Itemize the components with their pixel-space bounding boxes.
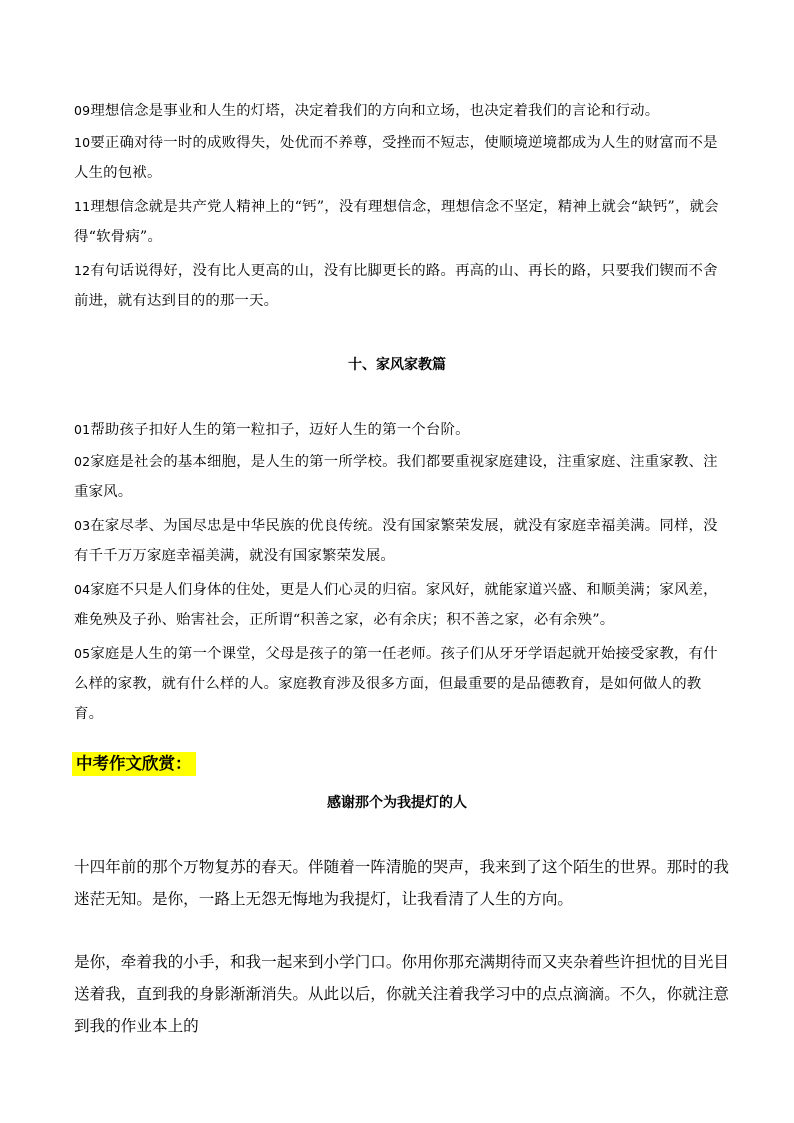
family-item-02: [74, 447, 730, 507]
item-number: 05: [74, 646, 91, 661]
ideal-item-10: [74, 128, 730, 188]
item-number: 11: [74, 199, 91, 214]
essay-section-badge: 中考作文欣赏：: [72, 752, 196, 776]
essay-title: 感谢那个为我提灯的人: [327, 795, 467, 811]
item-text: 有句话说得好，没有比人更高的山，没有比脚更长的路。再高的山、再长的路，只要我们锲而不舍前进，就有达到目的的那一天。: [74, 263, 718, 309]
item-number: 04: [74, 582, 91, 597]
item-text: 在家尽孝、为国尽忠是中华民族的优良传统。没有国家繁荣发展，就没有家庭幸福美满。同样，没有千千万万家庭幸福美满，就没有国家繁荣发展。: [74, 518, 718, 564]
item-text: 帮助孩子扣好人生的第一粒扣子，迈好人生的第一个台阶。: [90, 422, 470, 438]
item-number: 01: [74, 422, 91, 437]
item-text: 家庭是社会的基本细胞，是人生的第一所学校。我们都要重视家庭建设，注重家庭、注重家教、注重家风。: [74, 454, 718, 500]
ideal-item-12: [74, 256, 730, 316]
item-number: 02: [74, 454, 91, 469]
family-item-03: [74, 511, 730, 571]
essay-paragraph: 十四年前的那个万物复苏的春天。伴随着一阵清脆的哭声，我来到了这个陌生的世界。那时的我迷茫无知。是你，一路上无怨无悔地为我提灯，让我看清了人生的方向。: [74, 858, 729, 908]
item-text: 理想信念就是共产党人精神上的“钙”，没有理想信念，理想信念不坚定，精神上就会“缺钙”，就会得“软骨病”。: [74, 199, 719, 245]
item-number: 09: [74, 103, 91, 118]
item-text: 要正确对待一时的成败得失，处优而不养尊，受挫而不短志，使顺境逆境都成为人生的财富而不是人生的包袱。: [74, 135, 718, 181]
item-number: 12: [74, 263, 91, 278]
essay-paragraph: 是你，牵着我的小手，和我一起来到小学门口。你用你那充满期待而又夹杂着些许担忧的目光目送着我，直到我的身影渐渐消失。从此以后，你就关注着我学习中的点点滴滴。不久，你就注意到我的作业本上的: [74, 953, 729, 1035]
item-number: 03: [74, 518, 91, 533]
item-text: 家庭不只是人们身体的住处，更是人们心灵的归宿。家风好，就能家道兴盛、和顺美满；家风差，难免殃及子孙、贻害社会，正所谓“积善之家，必有余庆；积不善之家，必有余殃”。: [74, 582, 718, 628]
item-number: 10: [74, 135, 91, 150]
section-heading-family: 十、家风家教篇: [348, 357, 446, 373]
item-text: 理想信念是事业和人生的灯塔，决定着我们的方向和立场，也决定着我们的言论和行动。: [90, 103, 660, 119]
family-item-05: [74, 639, 730, 729]
item-text: 家庭是人生的第一个课堂，父母是孩子的第一任老师。孩子们从牙牙学语起就开始接受家教，有什么样的家教，就有什么样的人。家庭教育涉及很多方面，但最重要的是品德教育，是如何做人的教育。: [74, 646, 718, 722]
family-item-01: [74, 415, 730, 445]
family-item-04: [74, 575, 730, 635]
ideal-item-11: [74, 192, 730, 252]
ideal-item-09: [74, 96, 730, 126]
